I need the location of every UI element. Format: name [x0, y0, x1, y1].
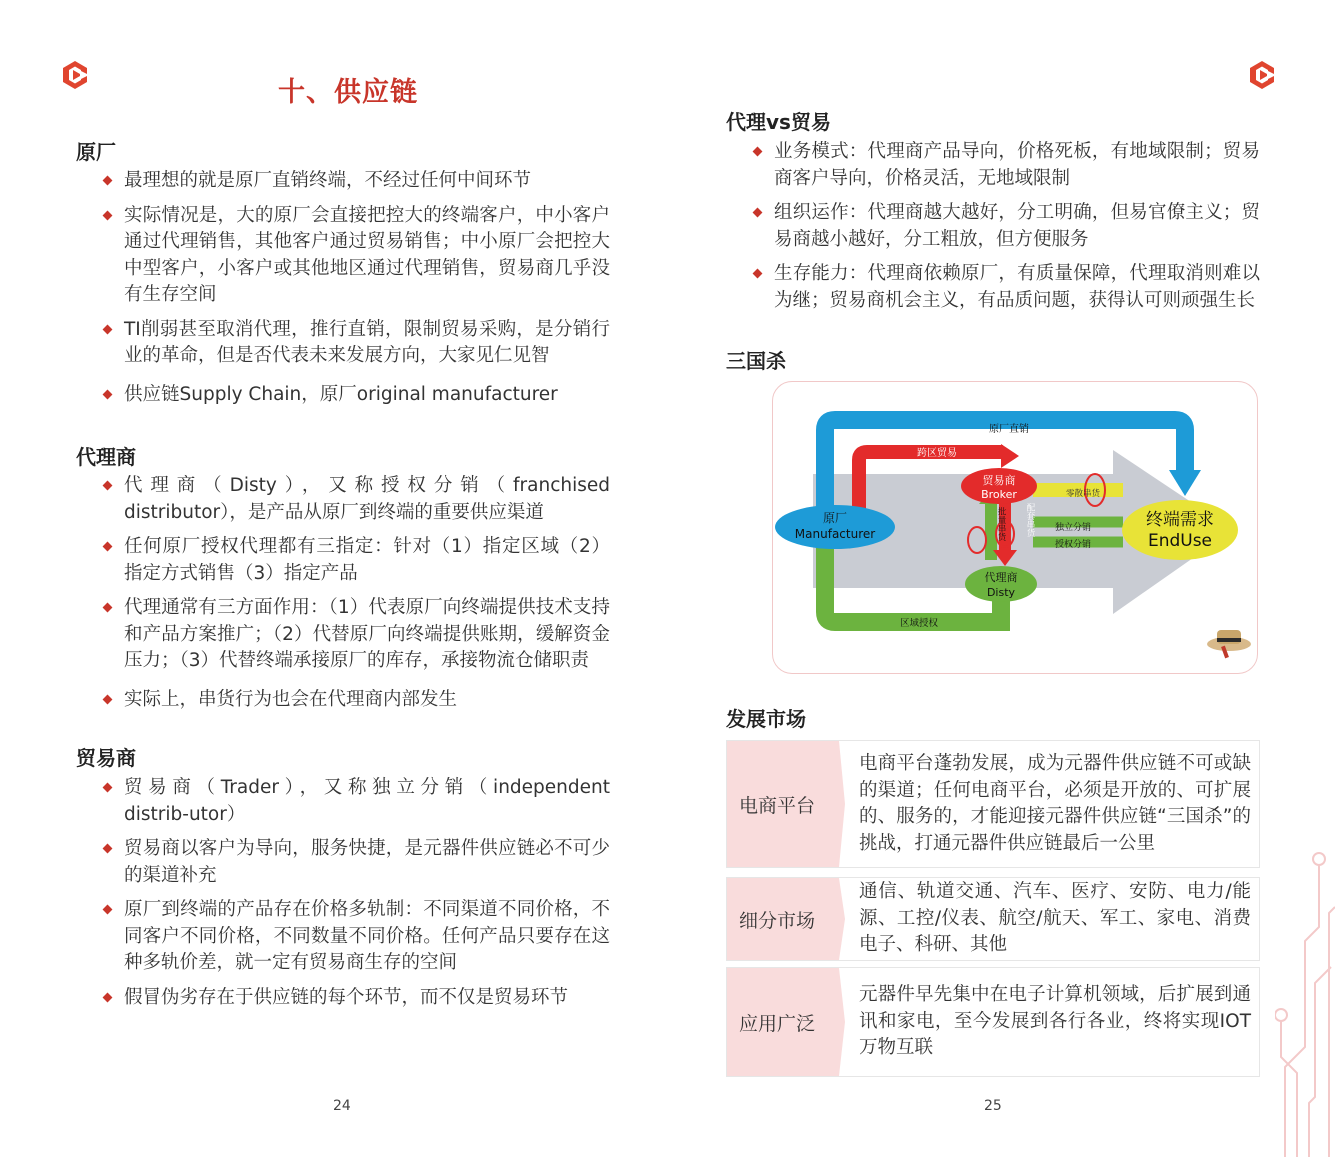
manufacturer-en-label: Manufacturer: [794, 527, 876, 541]
disty-en-label: Disty: [986, 586, 1016, 599]
page-number: 25: [984, 1098, 1002, 1114]
chevron-right-icon: [827, 741, 845, 867]
authorized-label: 授权分销: [1054, 540, 1092, 550]
cross-region-trade-arrowhead: [1001, 444, 1019, 468]
agency-vs-trade-list: [726, 139, 1260, 314]
bullet-icon: [103, 844, 113, 854]
supply-chain-diagram: [772, 381, 1258, 674]
section-heading-market: 发展市场: [726, 707, 806, 731]
company-logo-icon: [58, 58, 92, 92]
parts-label: 零散串货: [1065, 489, 1101, 499]
bullet-icon: [103, 324, 113, 334]
bullet-icon: [103, 176, 113, 186]
section-heading-agency-vs-trade: 代理vs贸易: [726, 110, 831, 134]
market-row: [726, 740, 1260, 868]
market-row: [726, 967, 1260, 1077]
bullet-icon: [103, 783, 113, 793]
broker-en-label: Broker: [981, 488, 1017, 501]
section-heading-trader: 贸易商: [76, 746, 136, 770]
list-item: 贸易商以客户为导向，服务快捷，是元器件供应链必不可少的渠道补充: [76, 836, 610, 889]
list-item: 假冒伪劣存在于供应链的每个环节，而不仅是贸易环节: [76, 985, 610, 1012]
cross-region-label: 跨区贸易: [917, 448, 957, 459]
enduse-node: [1122, 500, 1238, 560]
chevron-right-icon: [827, 878, 845, 960]
market-row: [726, 877, 1260, 961]
bullet-icon: [753, 208, 763, 218]
market-row-text: 通信、轨道交通、汽车、医疗、安防、电力/能源、工控/仪表、航空/航天、军工、家电、消费电子、科研、其他: [859, 881, 1251, 956]
circuit-decoration-icon: [1275, 847, 1335, 1157]
direct-sales-label: 原厂直销: [989, 424, 1029, 435]
section-heading-diagram: 三国杀: [726, 349, 786, 373]
right-page: [667, 0, 1335, 1157]
disty-cn-label: 代理商: [984, 571, 1018, 584]
company-logo-icon: [1245, 58, 1279, 92]
market-row-text: 元器件早先集中在电子计算机领域，后扩展到通讯和家电，至今发展到各行各业，终将实现IOT万物互联: [859, 984, 1251, 1059]
chevron-right-icon: [827, 968, 845, 1076]
list-item: 供应链Supply Chain，原厂original manufacturer: [76, 382, 610, 409]
list-item: 组织运作：代理商越大越好，分工明确，但易官僚主义；贸易商越小越好，分工粗放，但方便服务: [726, 200, 1260, 253]
bullet-icon: [103, 694, 113, 704]
page-number: 24: [333, 1098, 351, 1114]
independent-label: 独立分销: [1054, 523, 1092, 533]
batch-label: 批量串货: [972, 507, 1006, 517]
trader-list: [76, 775, 629, 1011]
list-item: 任何原厂授权代理都有三指定：针对（1）指定区域（2）指定方式销售（3）指定产品: [76, 534, 610, 587]
list-item: 最理想的就是原厂直销终端，不经过任何中间环节: [76, 168, 610, 195]
section-heading-disty: 代理商: [76, 445, 136, 469]
hat-icon: [1207, 630, 1251, 658]
bullet-icon: [103, 542, 113, 552]
enduse-cn-label: 终端需求: [1146, 510, 1214, 530]
bullet-icon: [753, 147, 763, 157]
manufacturer-cn-label: 原厂: [822, 511, 848, 525]
bullet-icon: [103, 389, 113, 399]
list-item: 贸易商（Trader），又称独立分销（independent distrib-utor）: [76, 775, 610, 828]
manufacturer-list: [76, 168, 610, 408]
market-row-label: 应用广泛: [727, 968, 839, 1076]
left-page: [0, 0, 667, 1157]
bullet-icon: [103, 905, 113, 915]
list-item: 原厂到终端的产品存在价格多轨制：不同渠道不同价格，不同客户不同价格，不同数量不同价格。任何产品只要存在这种多轨价差，就一定有贸易商生存的空间: [76, 897, 610, 977]
match-label: 配套串货: [1001, 503, 1035, 513]
list-item: 代理商（Disty），又称授权分销（franchised distributor），是产品从原厂到终端的重要供应渠道: [76, 473, 610, 526]
disty-list: [76, 473, 629, 713]
bullet-icon: [103, 992, 113, 1002]
enduse-en-label: EndUse: [1147, 531, 1213, 551]
bullet-icon: [103, 481, 113, 491]
page-title: 十、供应链: [278, 77, 418, 108]
market-row-label: 细分市场: [727, 878, 839, 960]
broker-cn-label: 贸易商: [982, 474, 1016, 487]
list-item: 生存能力：代理商依赖原厂，有质量保障，代理取消则难以为继；贸易商机会主义，有品质问题，获得认可则顽强生长: [726, 261, 1260, 314]
bullet-icon: [753, 269, 763, 279]
section-heading-manufacturer: 原厂: [76, 140, 116, 164]
list-item: TI削弱甚至取消代理，推行直销，限制贸易采购，是分销行业的革命，但是否代表未来发展方向，大家见仁见智: [76, 317, 610, 370]
market-row-text: 电商平台蓬勃发展，成为元器件供应链不可或缺的渠道；任何电商平台，必须是开放的、可扩展的、服务的，才能迎接元器件供应链“三国杀”的挑战，打通元器件供应链最后一公里: [859, 753, 1251, 854]
list-item: 业务模式：代理商产品导向，价格死板，有地域限制；贸易商客户导向，价格灵活，无地域限制: [726, 139, 1260, 192]
supply-chain-diagram-svg: [773, 382, 1257, 673]
bullet-icon: [103, 603, 113, 613]
list-item: 代理通常有三方面作用：（1）代表原厂向终端提供技术支持和产品方案推广；（2）代替原厂向终端提供账期，缓解资金压力；（3）代替终端承接原厂的库存，承接物流仓储职责: [76, 595, 610, 675]
list-item: 实际上，串货行为也会在代理商内部发生: [76, 687, 610, 714]
regional-label: 区域授权: [899, 618, 939, 629]
list-item: 实际情况是，大的原厂会直接把控大的终端客户，中小客户通过代理销售，其他客户通过贸易销售；中小原厂会把控大中型客户，小客户或其他地区通过代理销售，贸易商几乎没有生存空间: [76, 203, 610, 309]
bullet-icon: [103, 210, 113, 220]
market-row-label: 电商平台: [727, 741, 839, 867]
